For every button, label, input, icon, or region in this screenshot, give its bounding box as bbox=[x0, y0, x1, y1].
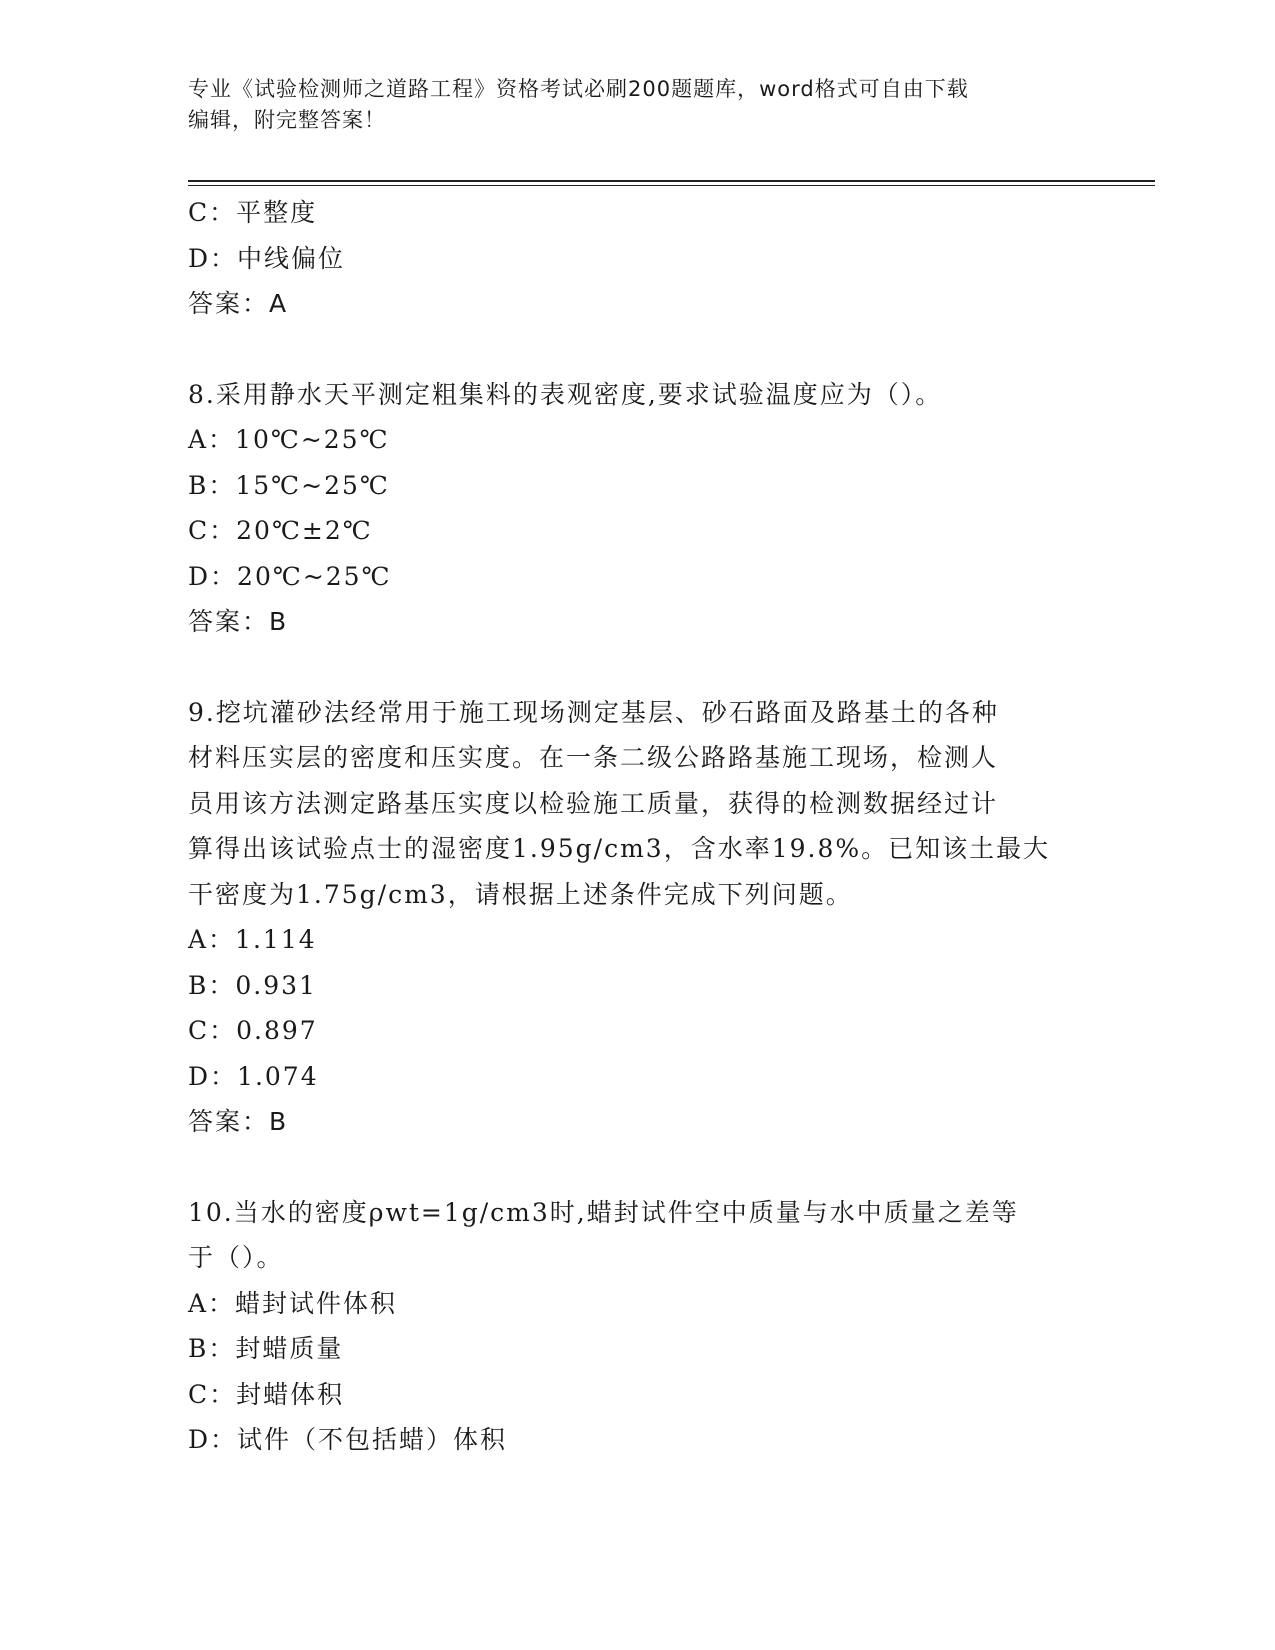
option-d: D：中线偏位 bbox=[188, 243, 346, 273]
option-c: C：封蜡体积 bbox=[188, 1379, 345, 1409]
option-a: A：1.114 bbox=[188, 925, 317, 954]
question-stem-line: 9.挖坑灌砂法经常用于施工现场测定基层、砂石路面及路基土的各种 bbox=[188, 697, 999, 727]
header-title-line-2: 编辑，附完整答案！ bbox=[188, 108, 386, 132]
option-b: B：0.931 bbox=[188, 970, 317, 1000]
question-stem-line: 于（）。 bbox=[188, 1243, 284, 1272]
question-10 bbox=[188, 1190, 1088, 1463]
page-header bbox=[188, 74, 1088, 136]
option-c: C：平整度 bbox=[188, 198, 318, 227]
option-a: A：10℃~25℃ bbox=[188, 425, 390, 454]
question-stem-line: 干密度为1.75g/cm3，请根据上述条件完成下列问题。 bbox=[188, 879, 853, 909]
question-8 bbox=[188, 372, 1088, 645]
option-a: A：蜡封试件体积 bbox=[188, 1288, 398, 1318]
option-b: B：封蜡质量 bbox=[188, 1334, 344, 1363]
header-divider bbox=[188, 180, 1155, 186]
question-stem-line: 材料压实层的密度和压实度。在一条二级公路路基施工现场，检测人 bbox=[188, 743, 999, 772]
answer: 答案：B bbox=[188, 1107, 289, 1136]
question-stem: 8.采用静水天平测定粗集料的表观密度,要求试验温度应为（）。 bbox=[188, 379, 943, 409]
question-7 bbox=[188, 190, 1088, 327]
option-c: C：20℃±2℃ bbox=[188, 516, 373, 545]
option-d: D：20℃~25℃ bbox=[188, 561, 392, 591]
question-stem-line: 10.当水的密度ρwt=1g/cm3时,蜡封试件空中质量与水中质量之差等 bbox=[188, 1197, 1019, 1227]
question-stem-line: 算得出该试验点士的湿密度1.95g/cm3，含水率19.8%。已知该土最大 bbox=[188, 834, 1051, 863]
option-d: D：试件（不包括蜡）体积 bbox=[188, 1425, 508, 1454]
answer: 答案：A bbox=[188, 289, 289, 318]
option-b: B：15℃~25℃ bbox=[188, 470, 390, 500]
header-title-line-1: 专业《试验检测师之道路工程》资格考试必刷200题题库，word格式可自由下载 bbox=[188, 77, 969, 101]
answer: 答案：B bbox=[188, 607, 289, 636]
question-stem-line: 员用该方法测定路基压实度以检验施工质量，获得的检测数据经过计 bbox=[188, 788, 999, 818]
option-d: D：1.074 bbox=[188, 1061, 319, 1091]
question-list bbox=[188, 190, 1088, 1463]
option-c: C：0.897 bbox=[188, 1016, 318, 1045]
question-9 bbox=[188, 690, 1088, 1145]
